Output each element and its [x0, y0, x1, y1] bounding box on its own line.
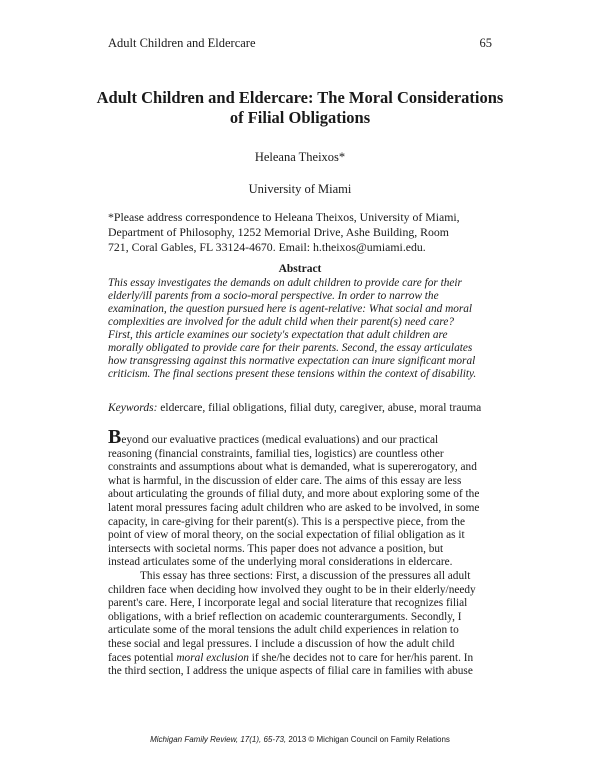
body-line: obligations, with a brief reflection on academic counterarguments. Secondly, I	[108, 610, 462, 623]
body-line	[108, 652, 500, 666]
body-line-text: faces potential	[108, 651, 177, 664]
title-line-2: of Filial Obligations	[229, 108, 371, 127]
journal-footer	[0, 735, 600, 744]
body-line: parent's care. Here, I incorporate legal and social literature that recognizes filial	[108, 597, 468, 610]
body-line: This essay has three sections: First, a discussion of the pressures all adult	[140, 569, 471, 582]
abstract-line: elderly/ill parents from a socio-moral perspective. In order to narrow the	[108, 290, 439, 302]
abstract-line: complexities are involved for the adult child when their parent(s) need care?	[108, 316, 455, 328]
emphasis-moral-exclusion: moral exclusion	[176, 651, 249, 664]
keywords-list: eldercare, filial obligations, filial duty, caregiver, abuse, moral trauma	[157, 402, 482, 414]
body-line: about articulating the grounds of filial duty, and more about exploring some of the	[108, 488, 480, 501]
body-line: these social and legal pressures. I include a discussion of how the adult child	[108, 637, 455, 650]
author-affiliation: University of Miami	[248, 182, 352, 196]
keywords	[108, 402, 500, 414]
correspondence-line: *Please address correspondence to Heleana Theixos, University of Miami,	[108, 210, 460, 224]
abstract-heading: Abstract	[278, 263, 322, 275]
correspondence-note	[108, 210, 492, 255]
drop-cap: B	[108, 426, 122, 448]
journal-copyright: 2013 © Michigan Council on Family Relations	[286, 735, 450, 744]
running-head	[108, 36, 492, 51]
body-line: point of view of moral theory, on the social expectation of filial obligation as it	[108, 529, 465, 542]
correspondence-line: Department of Philosophy, 1252 Memorial Drive, Ashe Building, Room	[108, 225, 449, 239]
abstract-text	[108, 277, 500, 381]
running-head-title: Adult Children and Eldercare	[108, 36, 256, 50]
abstract-line: criticism. The final sections present these tensions within the context of disability.	[108, 368, 477, 380]
body-line: reasoning (financial constraints, familial ties, logistics) are countless other	[108, 447, 444, 460]
abstract-line: First, this article examines our society's expectation that adult children are	[108, 329, 448, 341]
body-line: the third section, I address the unique aspects of filial care in families with abuse	[108, 665, 473, 678]
correspondence-line: 721, Coral Gables, FL 33124-4670. Email: h.theixos@umiami.edu.	[108, 240, 426, 254]
body-line: children face when deciding how involved they ought to be in their elderly/needy	[108, 583, 476, 596]
page-number: 65	[479, 36, 492, 50]
abstract-line: how transgressing against this normative expectation can inure significant moral	[108, 355, 476, 367]
body-line-text: eyond our evaluative practices (medical evaluations) and our practical	[121, 434, 439, 446]
body-line: latent moral pressures facing adult children who are asked to be involved, in some	[108, 501, 480, 514]
body-line: constraints and assumptions about what is demanded, what is supererogatory, and	[108, 461, 477, 474]
journal-citation: Michigan Family Review, 17(1), 65-73,	[150, 735, 287, 744]
body-line: instead articulates some of the underlying moral considerations in eldercare.	[108, 556, 453, 569]
abstract-line: This essay investigates the demands on adult children to provide care for their	[108, 277, 462, 289]
body-line: what is harmful, in the discussion of elder care. The aims of this essay are less	[108, 474, 462, 487]
body-line-text: if she/he decides not to care for her/his parent. In	[248, 651, 474, 664]
article-title	[60, 88, 540, 128]
title-line-1: Adult Children and Eldercare: The Moral Considerations	[96, 88, 504, 107]
abstract-line: examination, the question pursued here is agent-relative: What social and moral	[108, 303, 473, 315]
abstract-line: morally obligated to provide care for their parents. Second, the essay articulates	[108, 342, 473, 354]
body-line: capacity, in care-giving for their parent(s). This is a perspective piece, from the	[108, 515, 465, 528]
author-name: Heleana Theixos*	[254, 150, 346, 164]
body-text	[108, 426, 500, 679]
body-line	[108, 426, 500, 448]
body-line: articulate some of the moral tensions the adult child experiences in relation to	[108, 624, 459, 637]
keywords-label: Keywords:	[108, 402, 158, 414]
body-line: intersects with societal norms. This paper does not advance a position, but	[108, 542, 444, 555]
